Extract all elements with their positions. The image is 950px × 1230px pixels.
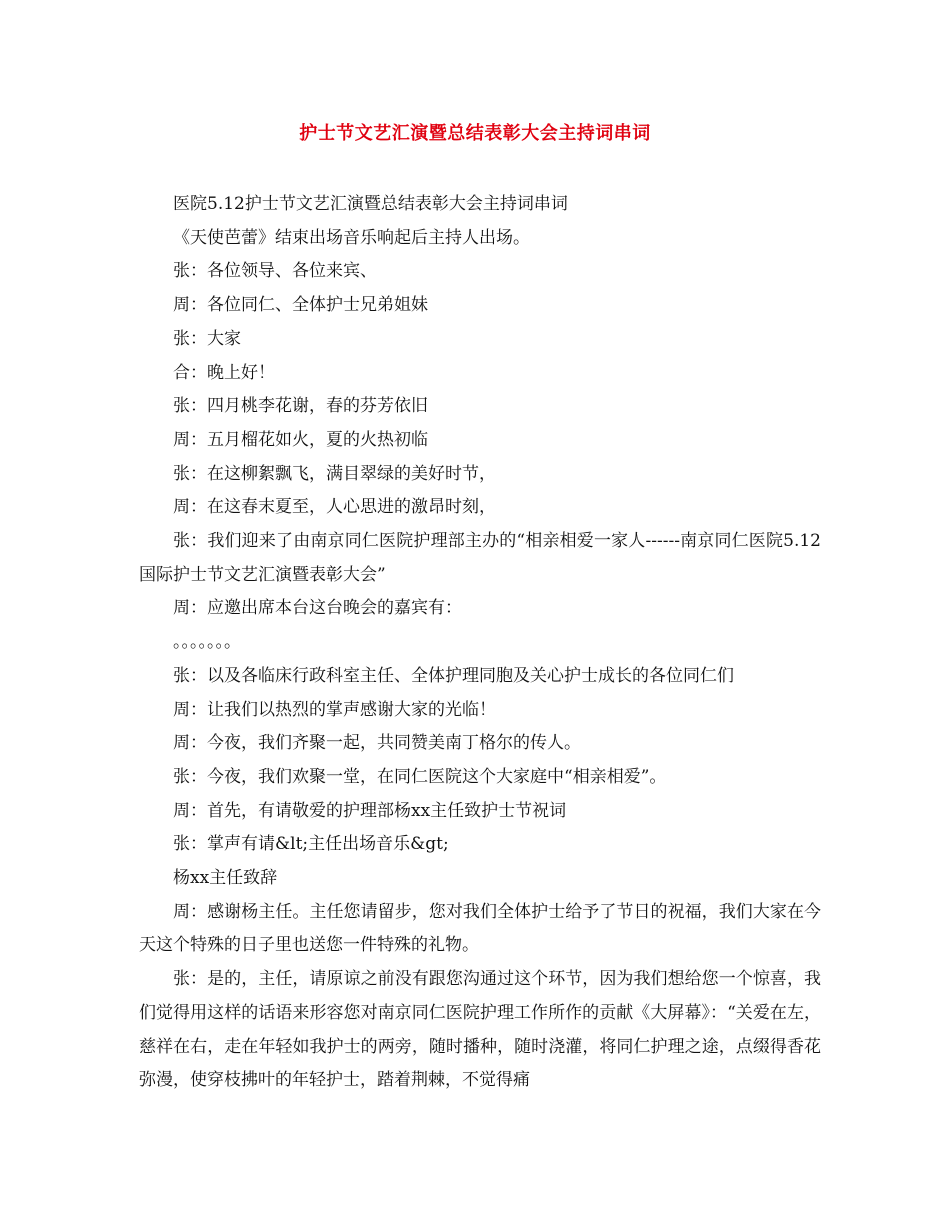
paragraph-line: 张：我们迎来了由南京同仁医院护理部主办的“相亲相爱一家人------南京同仁医院5.12国际护士节文艺汇演暨表彰大会” bbox=[139, 531, 821, 585]
paragraph-subtitle: 医院5.12护士节文艺汇演暨总结表彰大会主持词串词 bbox=[173, 194, 568, 214]
paragraph-line: 周：各位同仁、全体护士兄弟姐妹 bbox=[173, 295, 428, 316]
paragraph-line: 周：感谢杨主任。主任您请留步，您对我们全体护士给予了节日的祝福，我们大家在今天这个特殊的日子里也送您一件特殊的礼物。 bbox=[139, 901, 821, 956]
paragraph-line: 合：晚上好！ bbox=[173, 362, 275, 383]
paragraph-line: 周：应邀出席本台这台晚会的嘉宾有： bbox=[173, 598, 462, 619]
paragraph-line: 周：让我们以热烈的掌声感谢大家的光临！ bbox=[173, 699, 496, 720]
paragraph-line: 杨xx主任致辞 bbox=[173, 868, 278, 889]
paragraph-stage-direction: 《天使芭蕾》结束出场音乐响起后主持人出场。 bbox=[173, 227, 530, 248]
paragraph-line: 张：大家 bbox=[173, 328, 241, 349]
document-title: 护士节文艺汇演暨总结表彰大会主持词串词 bbox=[299, 123, 651, 144]
paragraph-line: 张：今夜，我们欢聚一堂，在同仁医院这个大家庭中“相亲相爱”。 bbox=[173, 766, 667, 787]
paragraph-ellipsis: 。。。。。。。 bbox=[173, 632, 241, 653]
paragraph-line: 张：各位领导、各位来宾、 bbox=[173, 261, 377, 282]
paragraph-line: 张：四月桃李花谢，春的芬芳依旧 bbox=[173, 396, 428, 417]
paragraph-line: 周：在这春末夏至，人心思进的激昂时刻， bbox=[173, 497, 496, 518]
paragraph-line: 周：首先，有请敬爱的护理部杨xx主任致护士节祝词 bbox=[173, 800, 567, 821]
paragraph-line: 周：今夜，我们齐聚一起，共同赞美南丁格尔的传人。 bbox=[173, 733, 581, 754]
paragraph-line: 周：五月榴花如火，夏的火热初临 bbox=[173, 429, 428, 450]
document-body bbox=[139, 188, 821, 1098]
paragraph-line: 张：以及各临床行政科室主任、全体护理同胞及关心护士成长的各位同仁们 bbox=[173, 665, 734, 686]
paragraph-line: 张：在这柳絮飘飞，满目翠绿的美好时节， bbox=[173, 463, 496, 484]
paragraph-line: 张：掌声有请&lt;主任出场音乐&gt; bbox=[173, 834, 449, 855]
paragraph-line: 张：是的，主任，请原谅之前没有跟您沟通过这个环节，因为我们想给您一个惊喜，我们觉得用这样的话语来形容您对南京同仁医院护理工作所作的贡献《大屏幕》：“关爱在左，慈祥在右，走在年轻如我护士的两旁，随时播种，随时浇灌，将同仁护理之途，点缀得香花弥漫，使穿枝拂叶的年轻护士，踏着荆棘，不觉得痛 bbox=[139, 969, 821, 1091]
